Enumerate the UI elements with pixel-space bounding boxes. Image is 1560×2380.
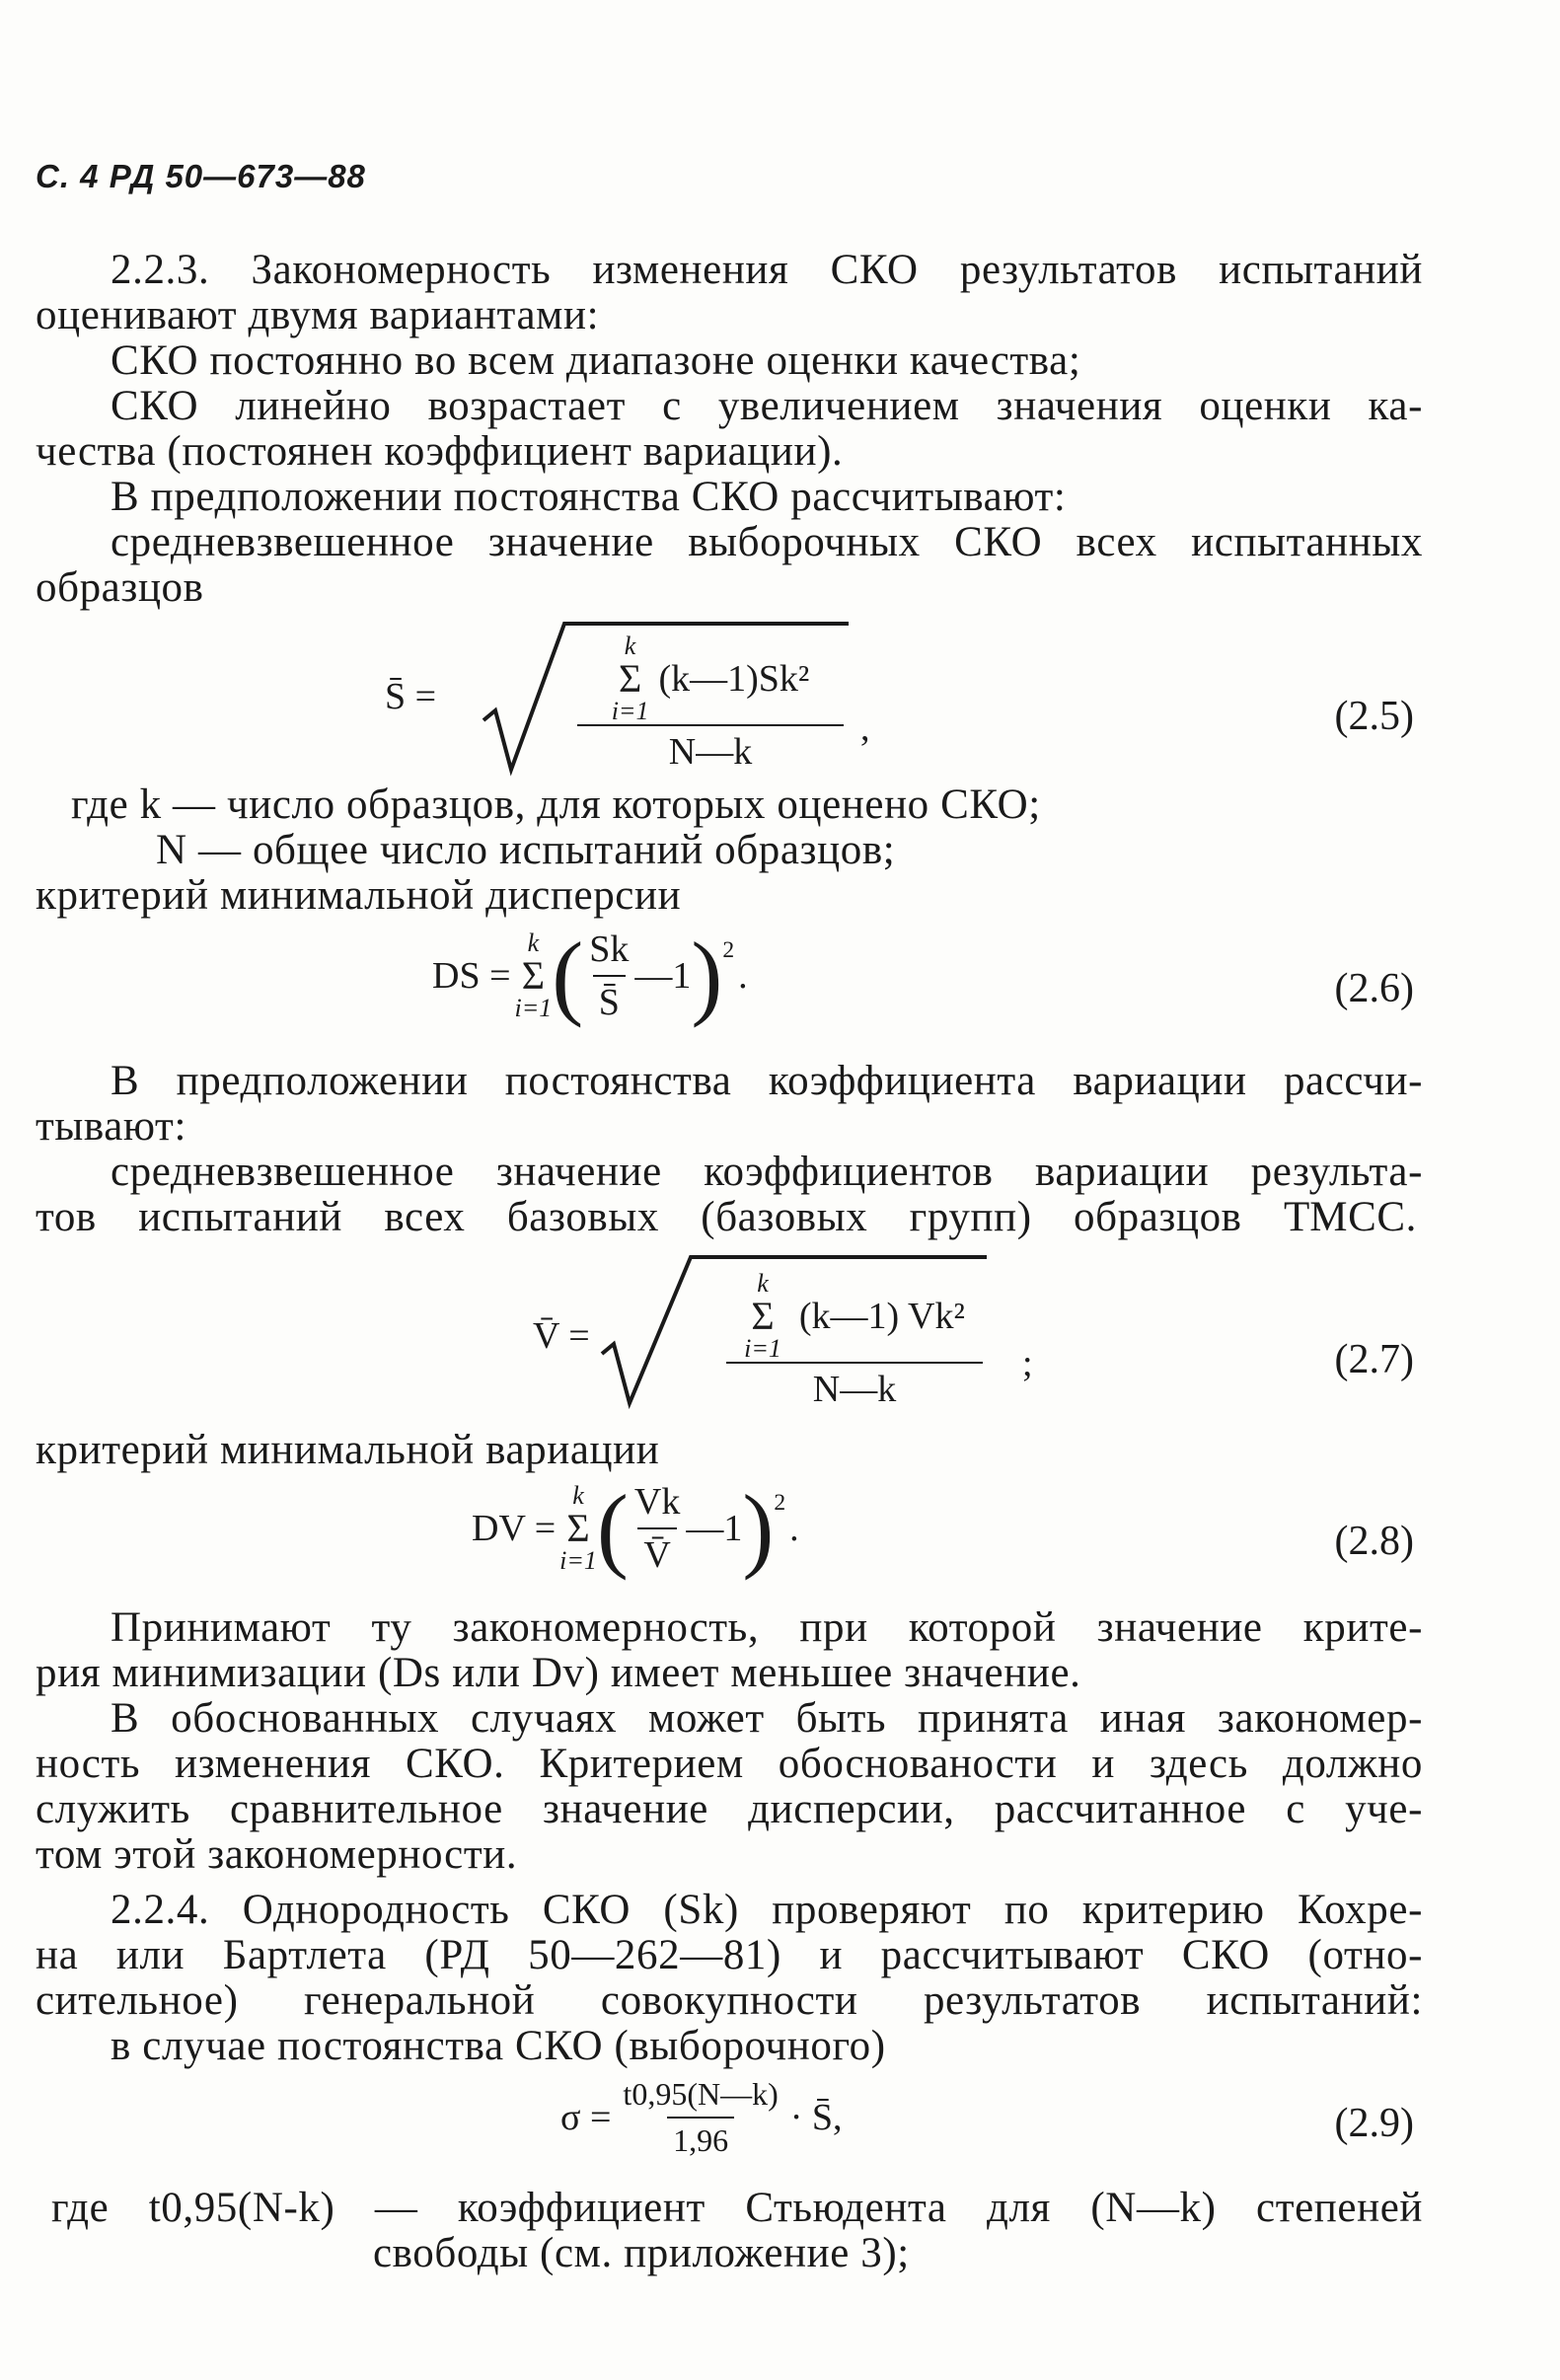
text-line: служить сравнительное значение дисперсии, рассчитанное с уче- (36, 1786, 1423, 1832)
text-line: свободы (см. приложение 3); (373, 2230, 910, 2276)
equation-number: (2.5) (1334, 694, 1414, 739)
text-line: в случае постоянства СКО (выборочного) (111, 2023, 886, 2069)
text-line: 2.2.3. Закономерность изменения СКО результатов испытаний (111, 247, 1423, 293)
text-line: ность изменения СКО. Критерием обоснованости и здесь должно (36, 1741, 1423, 1787)
text-line: рия минимизации (Ds или Dv) имеет меньшее значение. (36, 1650, 1081, 1696)
text-line: критерий минимальной вариации (36, 1427, 660, 1473)
formula-2-8: DV = k Σ i=1 ( $\frac{Vk}{V̄}$ —1 ) $^2$ . (472, 1475, 799, 1581)
document-page: С. 4 РД 50—673—88 2.2.3. Закономерность изменения СКО результатов испытаний оценивают двумя вариантами: СКО постоянно во всем диапазоне оценки качества; СКО линейно возрастает с увеличением значения оценки ка- чества (постоянен коэффициент вариации). В предположении постоянства СКО рассчитывают: средневзвешенное значение выборочных СКО всех испытанных образцов S̄ = k Σ i=1 (k—1)Sk² N—k , (2.5) где k — число образцов, для которых оценено СКО; N — общее число испытаний образцов; критерий минимальной дисперсии DS = k Σ i=1 ( $\frac{Sk}{S̄}$ —1 ) $^2$ . (2.6) В предположении постоянства коэффициента вариации рассчи- тывают: средневзвешенное значение коэффициентов вариации результа- тов испытаний всех базовых (базовых групп) образцов ТМСС. V̄ = k Σ i=1 (k—1) Vk² N—k ; (2.7) критерий минимальной вариации DV = k Σ i=1 ( $\frac{Vk}{V̄}$ —1 ) $^2$ . (2.8) Принимают ту закономерность, при которой значение крите- рия минимизации (Ds или Dv) имеет меньшее значение. В обоснованных случаях может быть принята иная закономер- ность изменения СКО. Критерием обоснованости и здесь должно служить сравнительное значение дисперсии, рассчитанное с уче- том этой закономерности. 2.2.4. Однородность СКО (Sk) проверяют по критерию Кохре- на или Бартлета (РД 50—262—81) и рассчитывают СКО (отно- сительное) генеральной совокупности результатов испытаний: в случае постоянства СКО (выборочного) σ = $\frac{t0,95(N—k)}{1,96}$ · S̄, (2.9) где t0,95(N-k) — коэффициент Стьюдента для (N—k) степеней свободы (см. приложение 3); (36, 158, 1423, 2276)
formula-lhs: S̄ = (385, 676, 437, 717)
text-line: В предположении постоянства СКО рассчитывают: (111, 474, 1067, 520)
equation-number: (2.9) (1334, 2101, 1414, 2146)
text-line: N — общее число испытаний образцов; (156, 827, 896, 873)
text-line: тов испытаний всех базовых (базовых групп) образцов ТМСС. (36, 1194, 1417, 1240)
text-line: средневзвешенное значение выборочных СКО всех испытанных (111, 519, 1423, 565)
text-line: на или Бартлета (РД 50—262—81) и рассчитывают СКО (отно- (36, 1932, 1423, 1978)
text-line: тывают: (36, 1103, 186, 1150)
text-line: 2.2.4. Однородность СКО (Sk) проверяют по критерию Кохре- (111, 1887, 1423, 1933)
text-line: критерий минимальной дисперсии (36, 872, 682, 919)
text-line: сительное) генеральной совокупности результатов испытаний: (36, 1977, 1423, 2024)
equation-number: (2.6) (1334, 966, 1414, 1011)
numerator: (k—1)Sk² (658, 658, 810, 700)
text-line: оценивают двумя вариантами: (36, 292, 600, 338)
sum-symbol: k Σ i=1 (611, 632, 649, 725)
text-line: СКО линейно возрастает с увеличением значения оценки ка- (111, 383, 1423, 429)
formula-2-6: DS = k Σ i=1 ( $\frac{Sk}{S̄}$ —1 ) $^2$ . (432, 923, 748, 1028)
equation-number: (2.7) (1334, 1337, 1414, 1382)
text-line: том этой закономерности. (36, 1831, 518, 1878)
text-line: Принимают ту закономерность, при которой значение крите- (111, 1604, 1423, 1651)
equation-number: (2.8) (1334, 1519, 1414, 1564)
text-line: В обоснованных случаях может быть принята иная закономер- (111, 1695, 1423, 1742)
page-header: С. 4 РД 50—673—88 (36, 158, 366, 194)
text-line: СКО постоянно во всем диапазоне оценки качества; (111, 337, 1081, 384)
text-line: где t0,95(N-k) — коэффициент Стьюдента для (N—k) степеней (51, 2185, 1423, 2231)
denominator: N—k (577, 724, 844, 774)
text-line: образцов (36, 564, 204, 611)
text-line: В предположении постоянства коэффициента вариации рассчи- (111, 1058, 1423, 1104)
text-line: где k — число образцов, для которых оценено СКО; (71, 781, 1041, 828)
formula-2-9: σ = $\frac{t0,95(N—k)}{1,96}$ · S̄, (560, 2076, 843, 2158)
text-line: средневзвешенное значение коэффициентов вариации результа- (111, 1149, 1423, 1195)
text-line: чества (постоянен коэффициент вариации). (36, 428, 844, 475)
